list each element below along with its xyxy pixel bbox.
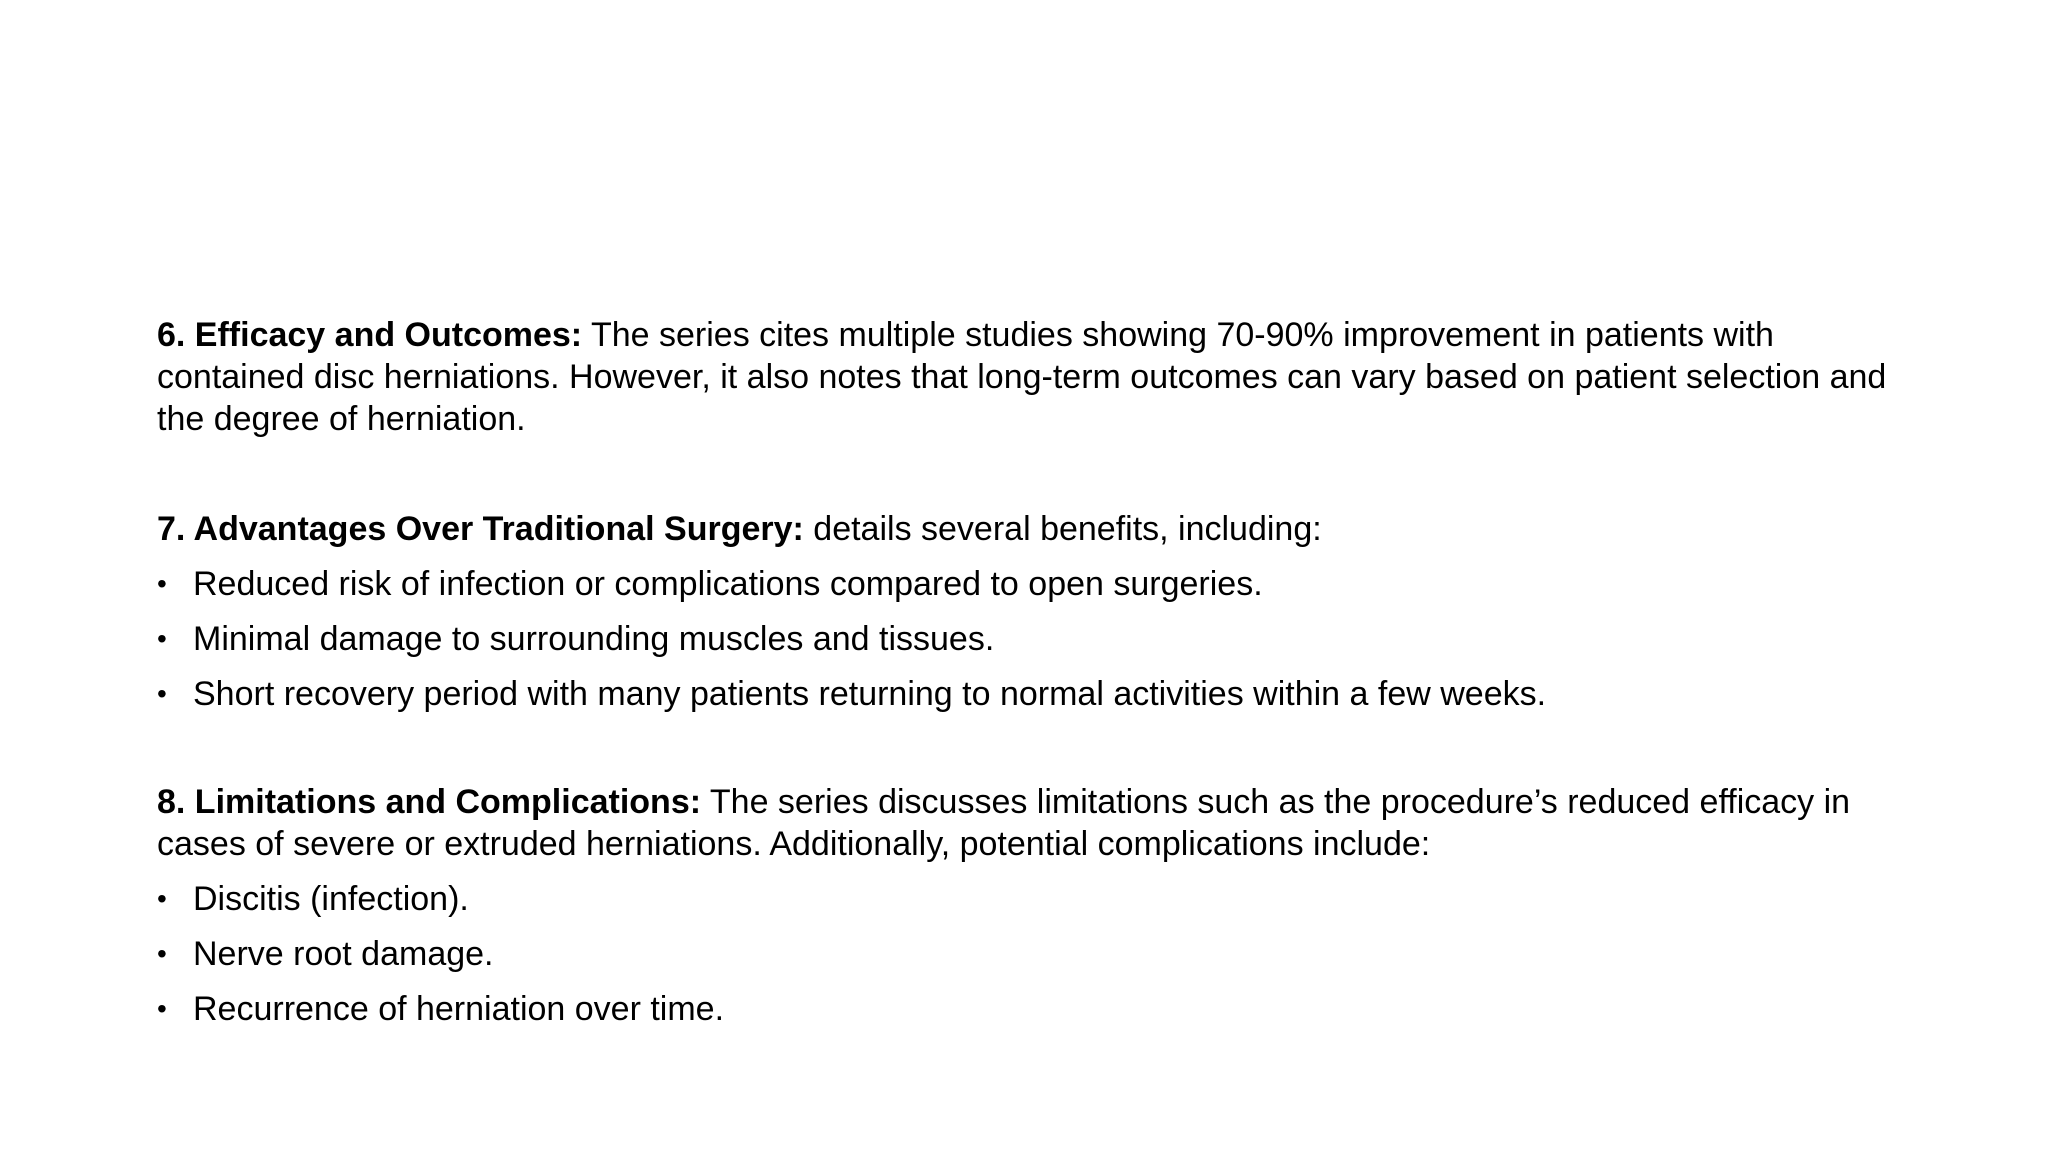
list-item	[157, 933, 1917, 975]
list-item	[157, 673, 1917, 715]
list-item	[157, 988, 1917, 1030]
bullet-icon: •	[157, 678, 167, 709]
list-item	[157, 878, 1917, 920]
list-item-text: Discitis (infection).	[193, 880, 469, 918]
bullet-icon: •	[157, 993, 167, 1024]
bullet-icon: •	[157, 883, 167, 914]
section-heading: 6. Efficacy and Outcomes:	[157, 316, 583, 354]
list-item-text: Recurrence of herniation over time.	[193, 990, 725, 1028]
section-efficacy-outcomes	[157, 314, 1917, 440]
advantages-list	[157, 563, 1917, 715]
list-item-text: Minimal damage to surrounding muscles and tissues.	[193, 620, 995, 658]
bullet-icon: •	[157, 938, 167, 969]
bullet-icon: •	[157, 568, 167, 599]
section-limitations	[157, 781, 1917, 865]
section-heading: 8. Limitations and Complications:	[157, 783, 702, 821]
list-item-text: Nerve root damage.	[193, 935, 494, 973]
section-text: details several benefits, including:	[803, 510, 1322, 548]
slide-body	[157, 314, 1917, 1030]
list-item-text: Short recovery period with many patients returning to normal activities within a few weeks.	[193, 675, 1547, 713]
list-item-text: Reduced risk of infection or complications compared to open surgeries.	[193, 565, 1263, 603]
bullet-icon: •	[157, 623, 167, 654]
complications-list	[157, 878, 1917, 1030]
list-item	[157, 618, 1917, 660]
section-advantages	[157, 508, 1917, 550]
list-item	[157, 563, 1917, 605]
section-heading: 7. Advantages Over Traditional Surgery:	[157, 510, 804, 548]
section-text: The series discusses limitations such as the procedure’s reduced efficacy in cases of severe or extruded herniations. Additionally, potential complications include:	[157, 783, 1851, 863]
section-text: The series cites multiple studies showing 70-90% improvement in patients with contained disc herniations. However, it also notes that long-term outcomes can vary based on patient selection and the degree of herniation.	[157, 316, 1887, 438]
